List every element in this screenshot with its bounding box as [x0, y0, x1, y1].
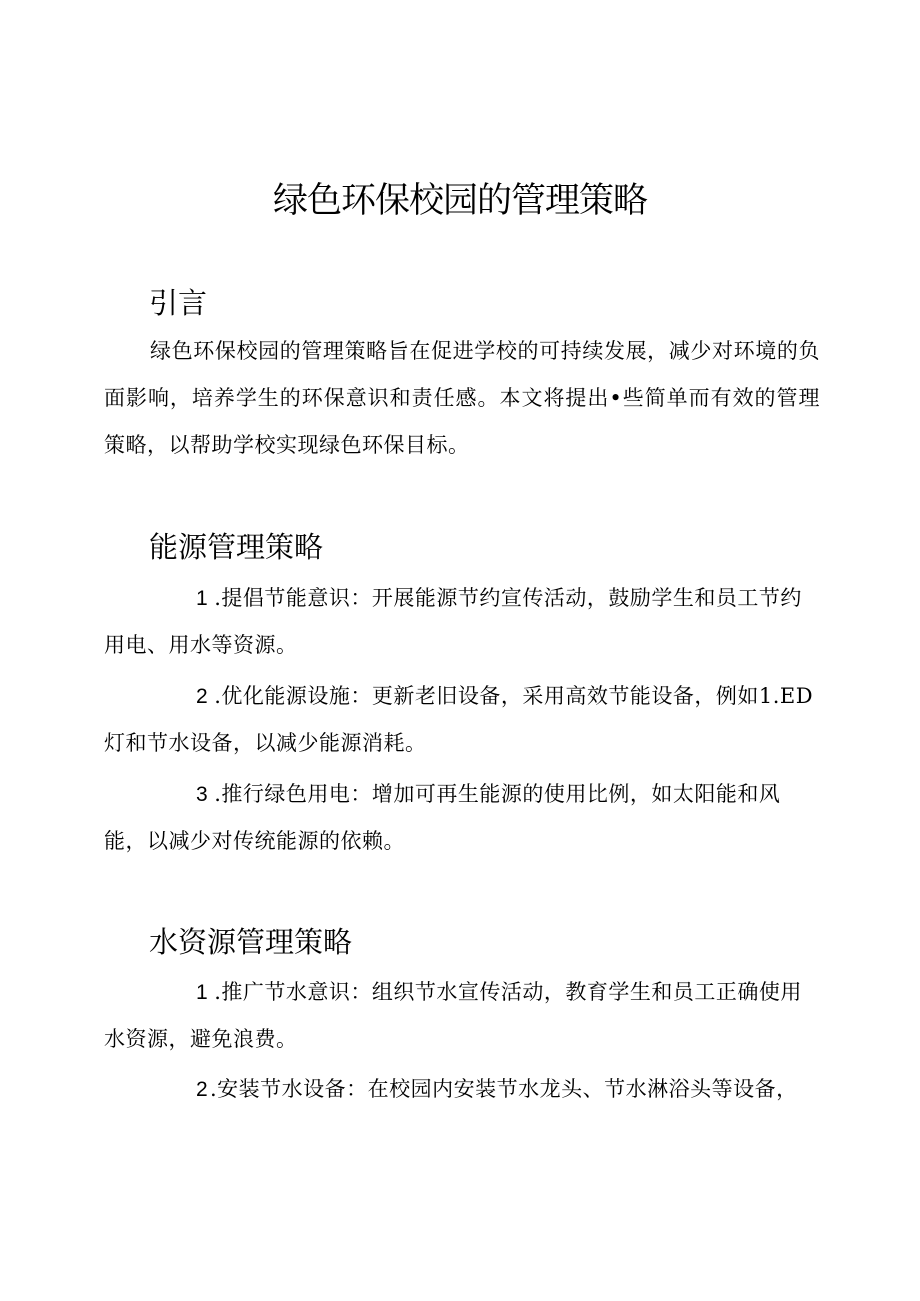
document-title: 绿色环保校园的管理策略 [272, 181, 647, 221]
section-heading-intro: 引言 [149, 286, 208, 320]
intro-paragraph: 绿色环保校园的管理策略旨在促进学校的可持续发展，减少对环境的负面影响，培养学生的环保意识和责任感。本文将提出•些简单而有效的管理策略，以帮助学校实现绿色环保目标。 [104, 339, 820, 457]
list-item-text: .安装节水设备：在校园内安装节水龙头、节水淋浴头等设备， [210, 1077, 798, 1101]
water-item-1 [104, 969, 820, 1063]
list-number: 2 [196, 685, 209, 708]
list-number: 3 [196, 783, 209, 806]
list-number: 1 [196, 981, 209, 1004]
section-heading-energy: 能源管理策略 [149, 530, 324, 564]
section-heading-water: 水资源管理策略 [149, 925, 353, 959]
list-item-text: .推广节水意识：组织节水宣传活动，教育学生和员工正确使用水资源，避免浪费。 [104, 980, 802, 1051]
list-number: 1 [196, 587, 209, 610]
list-item-text: .提倡节能意识：开展能源节约宣传活动，鼓励学生和员工节约用电、用水等资源。 [104, 586, 802, 657]
energy-item-2 [104, 673, 820, 767]
list-item-text: .推行绿色用电：增加可再生能源的使用比例，如太阳能和风能，以减少对传统能源的依赖。 [104, 782, 781, 853]
list-number: 2 [196, 1078, 209, 1101]
energy-item-3 [104, 771, 820, 865]
list-item-text: .优化能源设施：更新老旧设备，采用高效节能设备，例如1.ED灯和节水设备，以减少能源消耗。 [104, 684, 814, 755]
water-item-2 [104, 1066, 820, 1113]
energy-item-1 [104, 575, 820, 669]
